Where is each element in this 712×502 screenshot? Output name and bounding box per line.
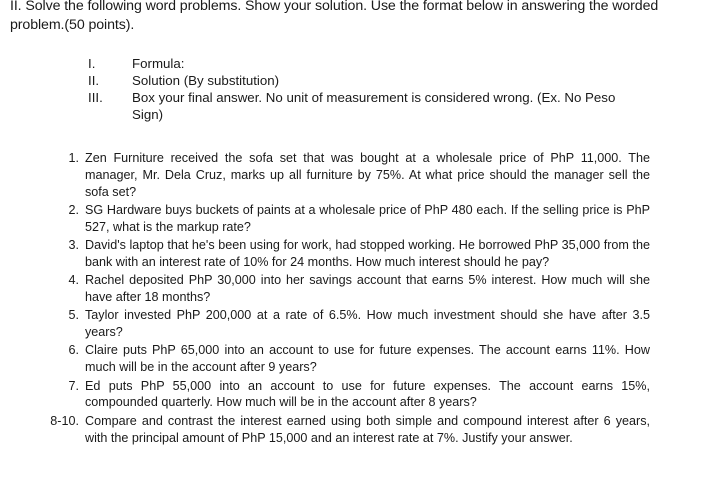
section-heading: II. Solve the following word problems. Show your solution. Use the format below in answering the worded problem.(50 points).: [10, 0, 659, 33]
problem-text: Rachel deposited PhP 30,000 into her savings account that earns 5% interest. How much will she have after 18 months?: [85, 273, 650, 305]
problem-text: Ed puts PhP 55,000 into an account to use for future expenses. The account earns 15%, compounded quarterly. How much will be in the account after 8 years?: [85, 378, 650, 410]
problem-text: Taylor invested PhP 200,000 at a rate of 6.5%. How much investment should she have after 3.5 years?: [85, 308, 650, 340]
format-item-number: III.: [88, 90, 103, 105]
problem-number: 5.: [68, 308, 79, 323]
word-problem: [30, 237, 650, 271]
word-problem-list: [30, 150, 650, 448]
word-problem: [30, 307, 650, 341]
format-item-text: Solution (By substitution): [132, 73, 280, 88]
problem-number: 7.: [68, 378, 79, 393]
word-problem: [30, 150, 650, 201]
format-item: [88, 55, 648, 72]
format-item-number: II.: [88, 73, 100, 88]
format-item: [88, 72, 648, 89]
problem-text: Compare and contrast the interest earned using both simple and compound interest after 6 years, with the principal amount of PhP 15,000 and an interest rate at 7%. Justify your answer.: [85, 413, 650, 445]
problem-text: SG Hardware buys buckets of paints at a wholesale price of PhP 480 each. If the selling price is PhP 527, what is the markup rate?: [85, 203, 650, 234]
problem-number: 3.: [68, 238, 79, 253]
format-item-text: Box your final answer. No unit of measurement is considered wrong. (Ex. No Peso Sign): [132, 90, 616, 122]
format-item: [88, 89, 648, 123]
word-problem: [30, 378, 650, 412]
format-item-number: I.: [88, 56, 96, 71]
problem-text: Zen Furniture received the sofa set that was bought at a wholesale price of PhP 11,000. The manager, Mr. Dela Cruz, marks up all furniture by 75%. At what price should the manager sell the sofa set?: [85, 151, 650, 199]
format-item-text: Formula:: [132, 56, 185, 71]
word-problem: [30, 272, 650, 306]
word-problem: [30, 413, 650, 447]
word-problem: [30, 202, 650, 236]
problem-number: 4.: [68, 273, 79, 288]
problem-text: David's laptop that he's been using for work, had stopped working. He borrowed PhP 35,000 from the bank with an interest rate of 10% for 24 months. How much interest should he pay?: [85, 238, 650, 270]
word-problem: [30, 342, 650, 376]
answer-format-list: [88, 55, 648, 123]
problem-number: 6.: [68, 343, 79, 358]
problem-number: 2.: [68, 203, 79, 218]
problem-number: 8-10.: [50, 413, 79, 428]
problem-number: 1.: [68, 151, 79, 165]
problem-text: Claire puts PhP 65,000 into an account to use for future expenses. The account earns 11%. How much will be in the account after 9 years?: [85, 343, 650, 375]
